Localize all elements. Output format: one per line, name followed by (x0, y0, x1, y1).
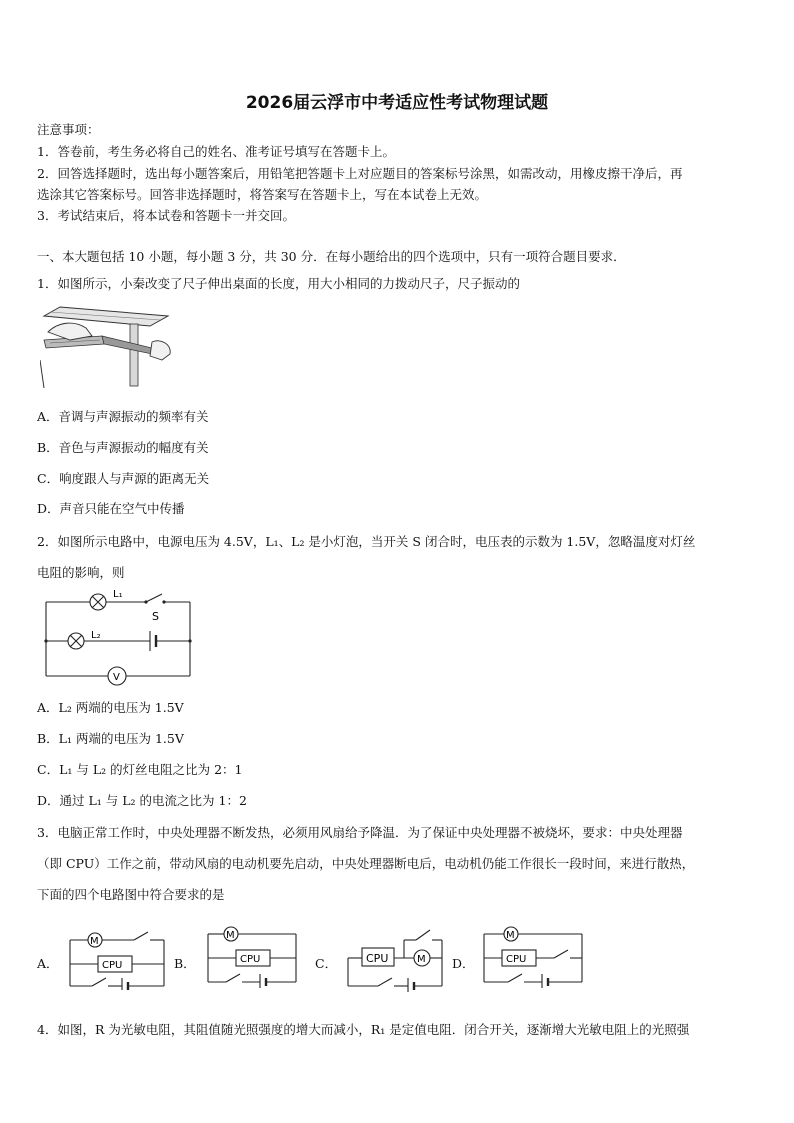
note-item: 3．考试结束后，将本试卷和答题卡一并交回。 (37, 208, 295, 223)
q2-stem: 2．如图所示电路中，电源电压为 4.5V，L₁、L₂ 是小灯泡，当开关 S 闭合时，电压表的示数为 1.5V，忽略温度对灯丝 (37, 534, 696, 549)
l2-label: L₂ (91, 630, 101, 641)
cpu-label: CPU (102, 960, 123, 971)
q3-circuit-d (478, 922, 588, 988)
cpu-label: CPU (506, 954, 527, 965)
l1-label: L₁ (113, 589, 123, 600)
q2-option-d: D．通过 L₁ 与 L₂ 的电流之比为 1：2 (37, 793, 247, 808)
q3-option-d-letter: D． (452, 956, 475, 971)
switch-label: S (152, 610, 159, 623)
ruler-table-figure (40, 302, 175, 390)
note-item: 1．答卷前，考生务必将自己的姓名、准考证号填写在答题卡上。 (37, 144, 395, 159)
q2-option-c: C．L₁ 与 L₂ 的灯丝电阻之比为 2：1 (37, 762, 243, 777)
notes-heading: 注意事项： (37, 122, 100, 137)
voltmeter-label: V (113, 672, 120, 683)
q2-circuit-figure (38, 586, 198, 686)
q3-stem: 3．电脑正常工作时，中央处理器不断发热，必须用风扇给予降温．为了保证中央处理器不被烧坏，要求：中央处理器 (37, 825, 683, 840)
motor-label: M (506, 930, 515, 941)
q3-circuit-c (344, 922, 448, 992)
q2-stem-cont: 电阻的影响，则 (37, 565, 125, 580)
q3-stem-cont: （即 CPU）工作之前，带动风扇的电动机要先启动，中央处理器断电后，电动机仍能工作很长一段时间，来进行散热， (37, 856, 695, 871)
cpu-label: CPU (366, 952, 389, 965)
motor-label: M (417, 954, 426, 965)
motor-label: M (90, 936, 99, 947)
q2-option-b: B．L₁ 两端的电压为 1.5V (37, 731, 184, 746)
q3-option-c-letter: C． (315, 956, 338, 971)
q3-option-a-letter: A． (37, 956, 59, 971)
q1-stem: 1．如图所示，小秦改变了尺子伸出桌面的长度，用大小相同的力拨动尺子，尺子振动的 (37, 276, 520, 291)
q3-option-b-letter: B． (174, 956, 196, 971)
q3-stem-cont: 下面的四个电路图中符合要求的是 (37, 887, 225, 902)
q4-stem: 4．如图，R 为光敏电阻，其阻值随光照强度的增大而减小，R₁ 是定值电阻．闭合开关，逐渐增大光敏电阻上的光照强 (37, 1022, 690, 1037)
q1-option-a: A．音调与声源振动的频率有关 (37, 409, 209, 424)
motor-label: M (226, 930, 235, 941)
note-item: 选涂其它答案标号。回答非选择题时，将答案写在答题卡上，写在本试卷上无效。 (37, 187, 488, 202)
q1-option-b: B．音色与声源振动的幅度有关 (37, 440, 209, 455)
note-item: 2．回答选择题时，选出每小题答案后，用铅笔把答题卡上对应题目的答案标号涂黑，如需改动，用橡皮擦干净后，再 (37, 166, 683, 181)
q1-option-c: C．响度跟人与声源的距离无关 (37, 471, 210, 486)
section-heading: 一、本大题包括 10 小题，每小题 3 分，共 30 分．在每小题给出的四个选项中，只有一项符合题目要求． (37, 249, 626, 264)
cpu-label: CPU (240, 954, 261, 965)
q1-option-d: D．声音只能在空气中传播 (37, 501, 185, 516)
page-title: 2026届云浮市中考适应性考试物理试题 (245, 93, 549, 113)
q2-option-a: A．L₂ 两端的电压为 1.5V (37, 700, 184, 715)
q3-circuit-a (64, 928, 170, 990)
q3-circuit-b (202, 922, 302, 988)
